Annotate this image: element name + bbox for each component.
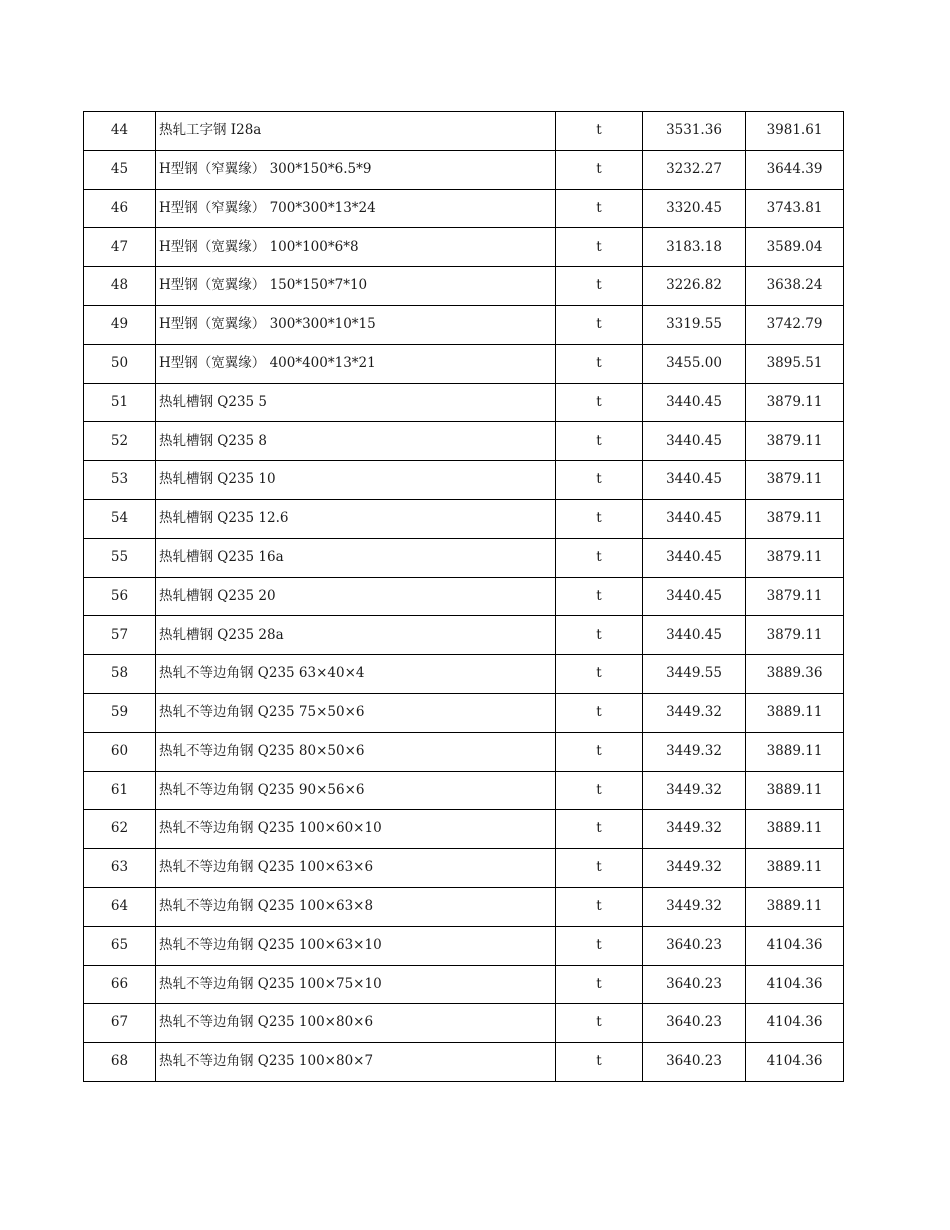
unit-cell: t xyxy=(556,771,643,810)
price-excl-cell: 3449.32 xyxy=(643,732,746,771)
row-number-cell: 57 xyxy=(84,616,156,655)
unit-cell: t xyxy=(556,305,643,344)
table-row xyxy=(84,849,844,888)
table-row xyxy=(84,771,844,810)
price-excl-cell: 3232.27 xyxy=(643,150,746,189)
material-name-cell: H型钢（窄翼缘） 700*300*13*24 xyxy=(156,189,556,228)
price-table xyxy=(83,111,844,1082)
material-name-cell: 热轧不等边角钢 Q235 75×50×6 xyxy=(156,693,556,732)
row-number-cell: 66 xyxy=(84,965,156,1004)
material-name-cell: 热轧工字钢 I28a xyxy=(156,112,556,151)
price-excl-cell: 3320.45 xyxy=(643,189,746,228)
price-incl-cell: 3889.11 xyxy=(746,849,844,888)
unit-cell: t xyxy=(556,112,643,151)
row-number-cell: 59 xyxy=(84,693,156,732)
table-row xyxy=(84,732,844,771)
table-row xyxy=(84,655,844,694)
material-name-cell: H型钢（宽翼缘） 400*400*13*21 xyxy=(156,344,556,383)
unit-cell: t xyxy=(556,655,643,694)
material-name-cell: 热轧槽钢 Q235 12.6 xyxy=(156,499,556,538)
price-excl-cell: 3440.45 xyxy=(643,461,746,500)
table-row xyxy=(84,577,844,616)
row-number-cell: 55 xyxy=(84,538,156,577)
price-excl-cell: 3455.00 xyxy=(643,344,746,383)
price-excl-cell: 3440.45 xyxy=(643,538,746,577)
material-name-cell: 热轧槽钢 Q235 8 xyxy=(156,422,556,461)
unit-cell: t xyxy=(556,1004,643,1043)
price-incl-cell: 3589.04 xyxy=(746,228,844,267)
material-name-cell: 热轧不等边角钢 Q235 63×40×4 xyxy=(156,655,556,694)
price-incl-cell: 3889.36 xyxy=(746,655,844,694)
price-incl-cell: 3889.11 xyxy=(746,693,844,732)
price-incl-cell: 3742.79 xyxy=(746,305,844,344)
material-name-cell: 热轧不等边角钢 Q235 100×80×7 xyxy=(156,1043,556,1082)
material-name-cell: H型钢（宽翼缘） 300*300*10*15 xyxy=(156,305,556,344)
unit-cell: t xyxy=(556,965,643,1004)
price-incl-cell: 3889.11 xyxy=(746,810,844,849)
row-number-cell: 67 xyxy=(84,1004,156,1043)
price-excl-cell: 3440.45 xyxy=(643,577,746,616)
row-number-cell: 46 xyxy=(84,189,156,228)
table-row xyxy=(84,810,844,849)
row-number-cell: 56 xyxy=(84,577,156,616)
material-name-cell: 热轧槽钢 Q235 10 xyxy=(156,461,556,500)
table-row xyxy=(84,1043,844,1082)
row-number-cell: 52 xyxy=(84,422,156,461)
price-incl-cell: 3879.11 xyxy=(746,538,844,577)
table-row xyxy=(84,616,844,655)
unit-cell: t xyxy=(556,461,643,500)
price-incl-cell: 3879.11 xyxy=(746,616,844,655)
price-incl-cell: 3879.11 xyxy=(746,499,844,538)
unit-cell: t xyxy=(556,267,643,306)
table-row xyxy=(84,383,844,422)
price-excl-cell: 3640.23 xyxy=(643,965,746,1004)
row-number-cell: 64 xyxy=(84,887,156,926)
unit-cell: t xyxy=(556,926,643,965)
unit-cell: t xyxy=(556,499,643,538)
price-excl-cell: 3449.32 xyxy=(643,887,746,926)
table-row xyxy=(84,267,844,306)
row-number-cell: 44 xyxy=(84,112,156,151)
row-number-cell: 61 xyxy=(84,771,156,810)
price-incl-cell: 3879.11 xyxy=(746,461,844,500)
table-row xyxy=(84,344,844,383)
material-name-cell: 热轧不等边角钢 Q235 100×63×8 xyxy=(156,887,556,926)
unit-cell: t xyxy=(556,810,643,849)
material-name-cell: 热轧槽钢 Q235 20 xyxy=(156,577,556,616)
material-name-cell: H型钢（窄翼缘） 300*150*6.5*9 xyxy=(156,150,556,189)
row-number-cell: 48 xyxy=(84,267,156,306)
price-incl-cell: 3644.39 xyxy=(746,150,844,189)
price-incl-cell: 3879.11 xyxy=(746,383,844,422)
price-incl-cell: 4104.36 xyxy=(746,965,844,1004)
material-name-cell: H型钢（宽翼缘） 150*150*7*10 xyxy=(156,267,556,306)
row-number-cell: 47 xyxy=(84,228,156,267)
price-incl-cell: 3895.51 xyxy=(746,344,844,383)
price-excl-cell: 3531.36 xyxy=(643,112,746,151)
row-number-cell: 53 xyxy=(84,461,156,500)
price-excl-cell: 3640.23 xyxy=(643,1004,746,1043)
row-number-cell: 58 xyxy=(84,655,156,694)
price-excl-cell: 3319.55 xyxy=(643,305,746,344)
unit-cell: t xyxy=(556,616,643,655)
table-row xyxy=(84,693,844,732)
unit-cell: t xyxy=(556,422,643,461)
material-name-cell: 热轧槽钢 Q235 5 xyxy=(156,383,556,422)
unit-cell: t xyxy=(556,887,643,926)
price-excl-cell: 3440.45 xyxy=(643,499,746,538)
price-excl-cell: 3449.32 xyxy=(643,810,746,849)
row-number-cell: 62 xyxy=(84,810,156,849)
table-row xyxy=(84,1004,844,1043)
unit-cell: t xyxy=(556,150,643,189)
material-name-cell: 热轧不等边角钢 Q235 90×56×6 xyxy=(156,771,556,810)
unit-cell: t xyxy=(556,189,643,228)
row-number-cell: 63 xyxy=(84,849,156,888)
table-row xyxy=(84,305,844,344)
table-row xyxy=(84,150,844,189)
unit-cell: t xyxy=(556,1043,643,1082)
price-incl-cell: 3889.11 xyxy=(746,771,844,810)
unit-cell: t xyxy=(556,228,643,267)
row-number-cell: 45 xyxy=(84,150,156,189)
material-name-cell: 热轧不等边角钢 Q235 100×63×6 xyxy=(156,849,556,888)
row-number-cell: 54 xyxy=(84,499,156,538)
row-number-cell: 65 xyxy=(84,926,156,965)
price-excl-cell: 3449.32 xyxy=(643,693,746,732)
price-excl-cell: 3440.45 xyxy=(643,383,746,422)
price-incl-cell: 3981.61 xyxy=(746,112,844,151)
price-incl-cell: 3743.81 xyxy=(746,189,844,228)
unit-cell: t xyxy=(556,538,643,577)
price-incl-cell: 4104.36 xyxy=(746,1043,844,1082)
material-name-cell: H型钢（宽翼缘） 100*100*6*8 xyxy=(156,228,556,267)
row-number-cell: 51 xyxy=(84,383,156,422)
price-incl-cell: 4104.36 xyxy=(746,1004,844,1043)
row-number-cell: 68 xyxy=(84,1043,156,1082)
table-row xyxy=(84,189,844,228)
price-incl-cell: 3879.11 xyxy=(746,577,844,616)
unit-cell: t xyxy=(556,693,643,732)
row-number-cell: 49 xyxy=(84,305,156,344)
material-name-cell: 热轧槽钢 Q235 28a xyxy=(156,616,556,655)
material-name-cell: 热轧不等边角钢 Q235 80×50×6 xyxy=(156,732,556,771)
unit-cell: t xyxy=(556,577,643,616)
price-incl-cell: 3889.11 xyxy=(746,887,844,926)
table-row xyxy=(84,228,844,267)
price-excl-cell: 3640.23 xyxy=(643,1043,746,1082)
table-row xyxy=(84,887,844,926)
unit-cell: t xyxy=(556,344,643,383)
price-excl-cell: 3449.55 xyxy=(643,655,746,694)
unit-cell: t xyxy=(556,383,643,422)
price-incl-cell: 3638.24 xyxy=(746,267,844,306)
material-name-cell: 热轧不等边角钢 Q235 100×80×6 xyxy=(156,1004,556,1043)
material-name-cell: 热轧不等边角钢 Q235 100×63×10 xyxy=(156,926,556,965)
price-excl-cell: 3183.18 xyxy=(643,228,746,267)
table-row xyxy=(84,461,844,500)
material-name-cell: 热轧不等边角钢 Q235 100×60×10 xyxy=(156,810,556,849)
material-name-cell: 热轧槽钢 Q235 16a xyxy=(156,538,556,577)
price-excl-cell: 3226.82 xyxy=(643,267,746,306)
unit-cell: t xyxy=(556,849,643,888)
table-row xyxy=(84,422,844,461)
table-row xyxy=(84,499,844,538)
unit-cell: t xyxy=(556,732,643,771)
price-incl-cell: 3889.11 xyxy=(746,732,844,771)
table-row xyxy=(84,538,844,577)
table-row xyxy=(84,965,844,1004)
material-name-cell: 热轧不等边角钢 Q235 100×75×10 xyxy=(156,965,556,1004)
table-row xyxy=(84,112,844,151)
price-excl-cell: 3440.45 xyxy=(643,616,746,655)
price-incl-cell: 3879.11 xyxy=(746,422,844,461)
table-row xyxy=(84,926,844,965)
price-incl-cell: 4104.36 xyxy=(746,926,844,965)
row-number-cell: 60 xyxy=(84,732,156,771)
price-excl-cell: 3440.45 xyxy=(643,422,746,461)
table-body xyxy=(84,112,844,1082)
price-excl-cell: 3449.32 xyxy=(643,771,746,810)
row-number-cell: 50 xyxy=(84,344,156,383)
price-excl-cell: 3449.32 xyxy=(643,849,746,888)
price-excl-cell: 3640.23 xyxy=(643,926,746,965)
